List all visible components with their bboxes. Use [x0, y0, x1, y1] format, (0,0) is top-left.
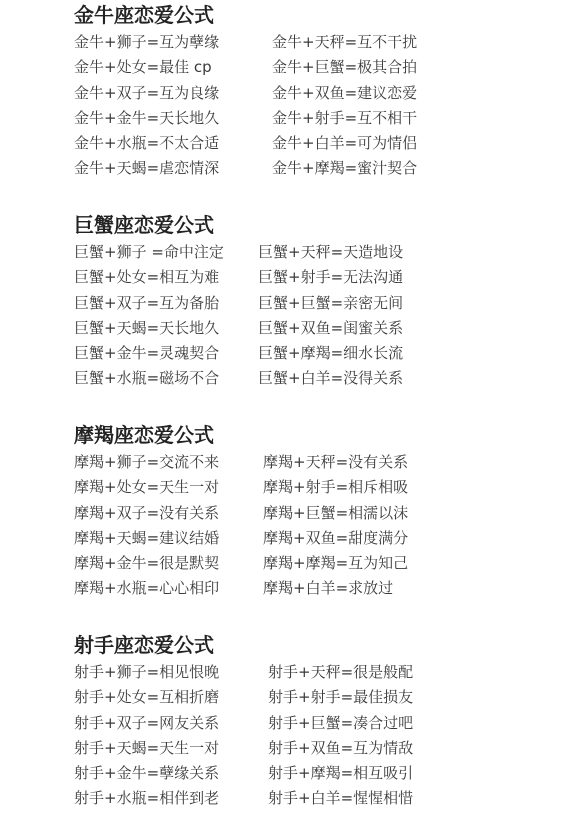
formula-line: 射手+白羊=惺惺相惜: [268, 789, 414, 808]
formula-line: 射手+双子=网友关系: [74, 713, 220, 732]
formula-line: 射手+摩羯=相互吸引: [268, 764, 414, 783]
section-title: 金牛座恋爱公式: [74, 3, 214, 27]
formula-line: 金牛+双子=互为良缘: [74, 83, 220, 102]
formula-line: 金牛+处女=最佳 cp: [74, 58, 212, 77]
formula-line: 摩羯+水瓶=心心相印: [74, 579, 220, 598]
formula-line: 摩羯+射手=相斥相吸: [263, 478, 409, 497]
formula-line: 射手+狮子=相见恨晚: [74, 663, 220, 681]
formula-column-left: [74, 240, 224, 392]
section-title: 射手座恋爱公式: [74, 633, 214, 657]
formula-line: 射手+金牛=孽缘关系: [74, 764, 220, 783]
formula-line: 摩羯+天蝎=建议结婚: [74, 528, 220, 547]
formula-line: 摩羯+双鱼=甜度满分: [263, 528, 409, 547]
formula-line: 巨蟹+金牛=灵魂契合: [74, 344, 220, 363]
formula-line: 射手+双鱼=互为情敌: [268, 738, 414, 757]
formula-line: 摩羯+天秤=没有关系: [263, 453, 409, 471]
formula-line: 射手+巨蟹=凑合过吧: [268, 713, 414, 732]
formula-line: 巨蟹+射手=无法沟通: [258, 268, 404, 287]
formula-line: 金牛+水瓶=不太合适: [74, 134, 220, 153]
formula-line: 金牛+天秤=互不干扰: [272, 33, 418, 51]
formula-line: 摩羯+金牛=很是默契: [74, 554, 220, 573]
formula-line: 巨蟹+双子=互为备胎: [74, 293, 220, 312]
formula-line: 摩羯+处女=天生一对: [74, 478, 220, 497]
formula-line: 射手+处女=互相折磨: [74, 688, 220, 707]
formula-line: 金牛+天蝎=虐恋情深: [74, 159, 220, 178]
formula-column-left: [74, 660, 219, 812]
formula-line: 巨蟹+摩羯=细水长流: [258, 344, 404, 363]
formula-line: 射手+射手=最佳损友: [268, 688, 414, 707]
formula-column-left: [74, 30, 219, 182]
formula-line: 巨蟹+双鱼=闺蜜关系: [258, 318, 404, 337]
formula-column-right: [272, 30, 417, 182]
formula-line: 巨蟹+天蝎=天长地久: [74, 318, 220, 337]
formula-line: 巨蟹+处女=相互为难: [74, 268, 220, 287]
formula-column-right: [258, 240, 403, 392]
formula-line: 巨蟹+巨蟹=亲密无间: [258, 293, 404, 312]
formula-line: 摩羯+巨蟹=相濡以沫: [263, 503, 409, 522]
formula-line: 射手+水瓶=相伴到老: [74, 789, 220, 808]
formula-line: 射手+天秤=很是般配: [268, 663, 414, 681]
section-title: 巨蟹座恋爱公式: [74, 213, 214, 237]
formula-line: 摩羯+摩羯=互为知己: [263, 554, 409, 573]
formula-line: 金牛+射手=互不相干: [272, 108, 418, 127]
formula-line: 摩羯+白羊=求放过: [263, 579, 394, 598]
formula-line: 巨蟹+狮子 =命中注定: [74, 243, 224, 261]
formula-line: 巨蟹+水瓶=磁场不合: [74, 369, 220, 388]
section-title: 摩羯座恋爱公式: [74, 423, 214, 447]
formula-line: 金牛+白羊=可为情侣: [272, 134, 418, 153]
formula-line: 巨蟹+白羊=没得关系: [258, 369, 404, 388]
formula-line: 金牛+双鱼=建议恋爱: [272, 83, 418, 102]
formula-line: 金牛+巨蟹=极其合拍: [272, 58, 418, 77]
formula-line: 射手+天蝎=天生一对: [74, 738, 220, 757]
formula-line: 摩羯+双子=没有关系: [74, 503, 220, 522]
formula-column-right: [268, 660, 413, 812]
formula-line: 金牛+金牛=天长地久: [74, 108, 220, 127]
formula-line: 摩羯+狮子=交流不来: [74, 453, 220, 471]
formula-column-left: [74, 450, 219, 602]
formula-line: 巨蟹+天秤=天造地设: [258, 243, 404, 261]
formula-line: 金牛+狮子=互为孽缘: [74, 33, 220, 51]
formula-line: 金牛+摩羯=蜜汁契合: [272, 159, 418, 178]
formula-column-right: [263, 450, 408, 602]
